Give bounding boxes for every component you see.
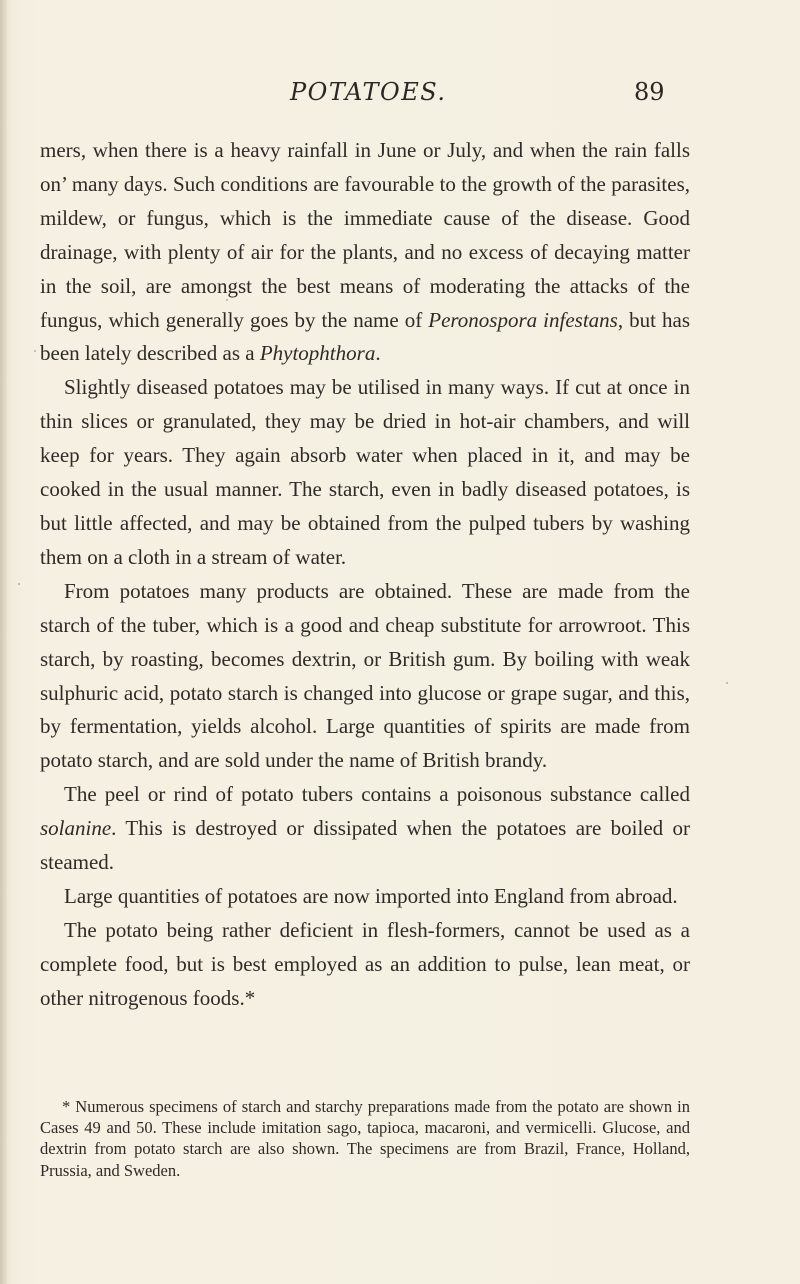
text-run: . <box>375 341 381 366</box>
paragraph <box>40 914 690 1016</box>
text-run: mers, when there is a heavy rainfall in June or July, and when the rain falls on’ many days. Such conditions are favourable to the growth of the parasites, mildew, or fungus, which is the immediate cause of the disease. Good drainage, with plenty of air for the plants, and no excess of decaying matter in the soil, are amongst the best means of moderating the attacks of the fungus, which generally goes by the name of <box>40 138 690 332</box>
page-binding-edge <box>0 0 7 1284</box>
text-run: , but has been lately described as a <box>40 307 691 366</box>
text-run: . This is destroyed or dissipated when the potatoes are boiled or steamed. <box>40 816 690 875</box>
italic-term: solanine <box>40 816 112 841</box>
text-run: Large quantities of potatoes are now imported into England from abroad. <box>64 883 678 908</box>
text-run: Slightly diseased potatoes may be utilised in many ways. If cut at once in thin slices or granulated, they may be dried in hot-air chambers, and will keep for years. They again absorb water when placed in it, and may be cooked in the usual manner. The starch, even in badly diseased potatoes, is but little affected, and may be obtained from the pulped tubers by washing them on a cloth in a stream of water. <box>40 375 690 569</box>
footnote: * Numerous specimens of starch and starchy preparations made from the potato are shown in Cases 49 and 50. These include imitation sago, tapioca, macaroni, and vermicelli. Glucose, and dextrin from potato starch are also shown. The specimens are from Brazil, France, Holland, Prussia, and Sweden. <box>40 1097 690 1180</box>
text-run: The peel or rind of potato tubers contains a poisonous substance called <box>64 782 690 807</box>
text-run: The potato being rather deficient in flesh-formers, cannot be used as a complete food, but is best employed as an addition to pulse, lean meat, or other nitrogenous foods.* <box>40 917 690 1010</box>
paragraph <box>40 371 690 574</box>
paragraph <box>40 778 690 880</box>
paper-speck <box>18 583 20 585</box>
page-header <box>0 78 800 114</box>
body-text <box>40 134 690 1016</box>
italic-term: Phytophthora <box>259 341 376 366</box>
paper-speck <box>226 299 228 301</box>
paragraph <box>40 880 690 914</box>
italic-term: Peronospora infestans <box>428 307 618 332</box>
running-title: POTATOES. <box>290 78 447 106</box>
paper-speck <box>34 350 36 352</box>
paragraph <box>40 134 690 371</box>
paragraph <box>40 575 690 778</box>
page-number: 89 <box>634 78 665 106</box>
text-run: From potatoes many products are obtained. These are made from the starch of the tuber, which is a good and cheap substitute for arrowroot. This starch, by roasting, becomes dextrin, or British gum. By boiling with weak sulphuric acid, potato starch is changed into glucose or grape sugar, and this, by fermentation, yields alcohol. Large quantities of spirits are made from potato starch, and are sold under the name of British brandy. <box>40 578 690 773</box>
paper-speck <box>726 682 728 684</box>
